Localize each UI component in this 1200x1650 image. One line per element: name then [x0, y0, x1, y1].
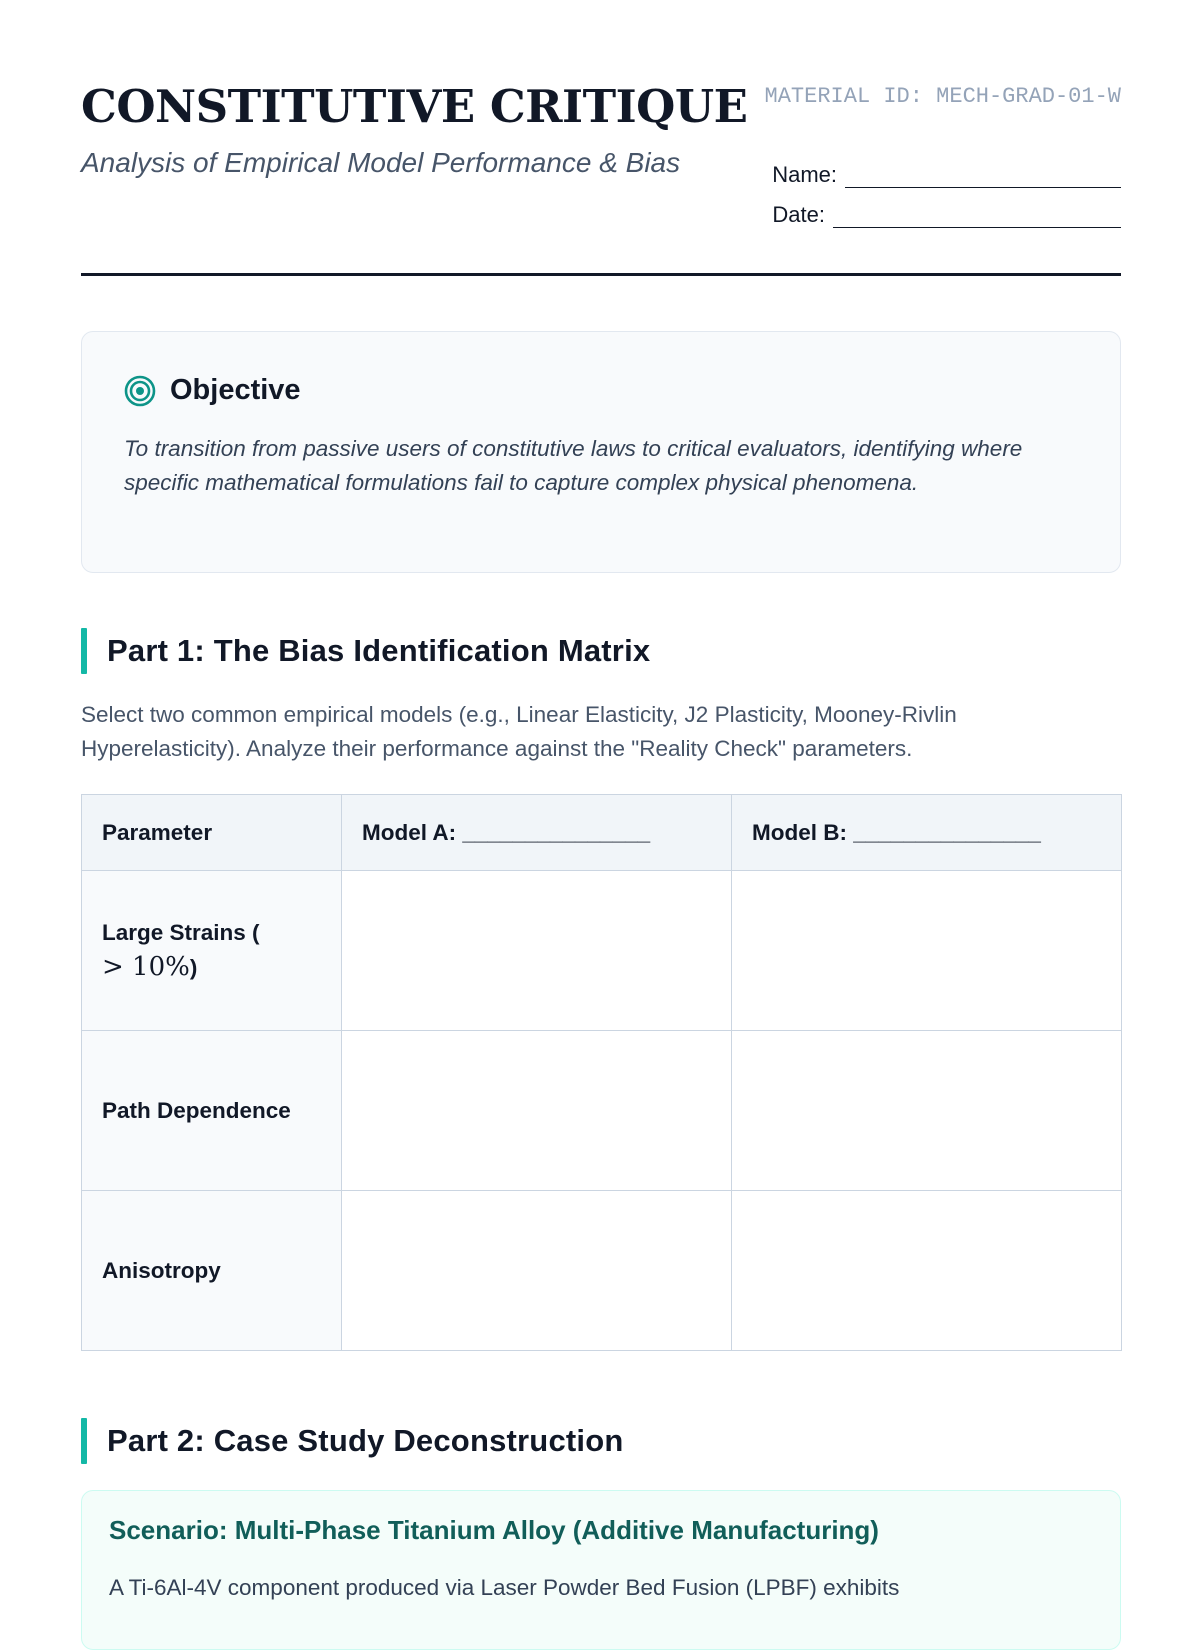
model-a-anisotropy-cell[interactable] [342, 1191, 732, 1351]
model-a-path-dependence-cell[interactable] [342, 1031, 732, 1191]
objective-text: To transition from passive users of constitutive laws to critical evaluators, identifying where specific mathematical formulations fail to capture complex physical phenomena. [124, 436, 1023, 495]
row-label-large-strains [82, 871, 342, 1031]
section-accent-bar [81, 1418, 87, 1464]
scenario-text: A Ti-6Al-4V component produced via Laser Powder Bed Fusion (LPBF) exhibits [109, 1575, 900, 1600]
row-label-path-dependence: Path Dependence [82, 1031, 342, 1191]
part1-instructions: Select two common empirical models (e.g., Linear Elasticity, J2 Plasticity, Mooney-Rivlin Hyperelasticity). Analyze their performance against the "Reality Check" parameters. [81, 702, 957, 761]
target-icon [124, 375, 156, 407]
name-field[interactable] [772, 162, 1121, 188]
worksheet-page [81, 0, 1121, 1600]
model-b-anisotropy-cell[interactable] [732, 1191, 1122, 1351]
large-strains-label: Large Strains ( [102, 920, 260, 945]
date-blank-line[interactable] [833, 209, 1121, 228]
page-title: CONSTITUTIVE CRITIQUE [81, 80, 748, 133]
objective-heading [124, 374, 301, 407]
section-accent-bar [81, 628, 87, 674]
large-strains-label-end: ) [189, 955, 198, 980]
part1-heading [81, 628, 650, 674]
part2-heading [81, 1418, 624, 1464]
model-b-path-dependence-cell[interactable] [732, 1031, 1122, 1191]
table-header-row [82, 795, 1122, 871]
objective-title: Objective [170, 374, 301, 406]
name-label: Name: [772, 162, 837, 187]
model-a-large-strains-cell[interactable] [342, 871, 732, 1031]
table-row [82, 1031, 1122, 1191]
row-label-anisotropy: Anisotropy [82, 1191, 342, 1351]
date-field[interactable] [772, 202, 1121, 228]
part2-title: Part 2: Case Study Deconstruction [107, 1423, 624, 1458]
part1-title: Part 1: The Bias Identification Matrix [107, 633, 651, 668]
scenario-box [81, 1490, 1121, 1650]
header-model-a: Model A: _______________ [342, 795, 732, 871]
objective-box [81, 331, 1121, 573]
material-id: MATERIAL ID: MECH-GRAD-01-W [764, 84, 1121, 109]
page-subtitle: Analysis of Empirical Model Performance & Bias [81, 147, 681, 178]
header-model-b: Model B: _______________ [732, 795, 1122, 871]
model-b-large-strains-cell[interactable] [732, 871, 1122, 1031]
name-blank-line[interactable] [845, 169, 1121, 188]
date-label: Date: [772, 202, 825, 227]
scenario-title: Scenario: Multi-Phase Titanium Alloy (Additive Manufacturing) [109, 1515, 879, 1545]
table-row [82, 1191, 1122, 1351]
header-parameter: Parameter [82, 795, 342, 871]
strain-threshold-math: > 10% [102, 952, 190, 982]
table-row [82, 871, 1122, 1031]
bias-matrix-table [81, 794, 1122, 1351]
worksheet-header [81, 0, 1121, 276]
